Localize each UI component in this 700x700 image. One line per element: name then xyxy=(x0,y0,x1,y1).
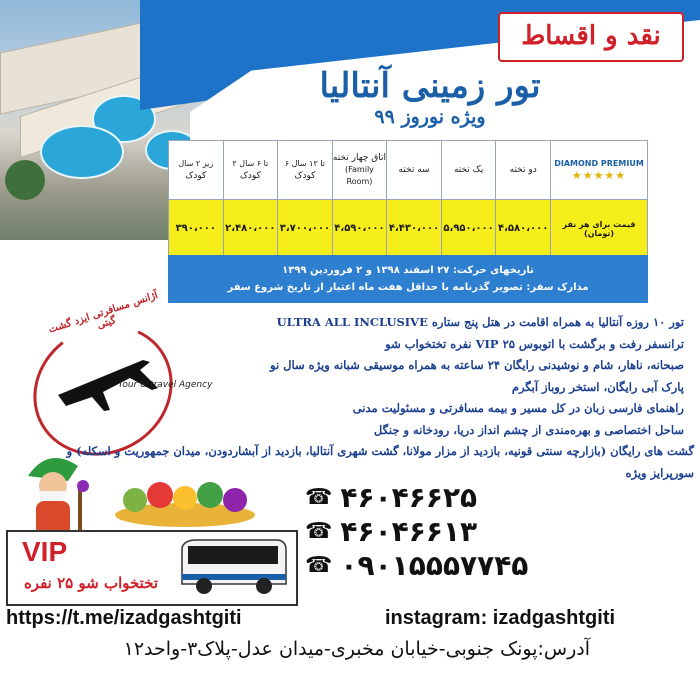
price-cell: ۴،۵۸۰،۰۰۰ xyxy=(496,200,551,258)
header-cell: ۲ تا ۶ سال کودک xyxy=(223,141,278,200)
phone-list xyxy=(305,480,565,582)
address: آدرس:پونک جنوبی-خیابان مخبری-میدان عدل-پلاک۳-واحد۱۲ xyxy=(123,638,590,660)
hotel-name-cell: DIAMOND PREMIUM ★★★★★ xyxy=(551,141,648,200)
vip-bus-box xyxy=(6,530,298,606)
phone-row[interactable] xyxy=(305,480,565,514)
price-cell: ۲،۴۸۰،۰۰۰ xyxy=(223,200,278,258)
description-line: ترانسفر رفت و برگشت با اتوبوس VIP ۲۵ نفره تختخواب شو xyxy=(385,336,684,351)
agency-name-fa: آژانس مسافرتی ایزد گشت گیتی xyxy=(47,289,160,336)
price-cell: ۴،۴۳۰،۰۰۰ xyxy=(387,200,442,258)
description-line: صبحانه، ناهار، شام و نوشیدنی رایگان ۲۴ ساعته به همراه موسیقی شبانه ویژه سال نو xyxy=(270,358,684,372)
table-row xyxy=(169,200,648,258)
header-cell: زیر ۲ سال کودک xyxy=(169,141,224,200)
price-cell: ۵،۹۵۰،۰۰۰ xyxy=(441,200,496,258)
price-table xyxy=(168,140,648,258)
phone-icon: ☎ xyxy=(305,484,333,510)
phone-row[interactable] xyxy=(305,514,565,548)
header-cell: یک تخته xyxy=(441,141,496,200)
header-cell: ۶ تا ۱۲ سال کودک xyxy=(278,141,333,200)
price-cell: ۳۹۰،۰۰۰ xyxy=(169,200,224,258)
departure-dates: تاریخهای حرکت: ۲۷ اسفند ۱۳۹۸ و ۲ فروردین ۱۳۹۹ xyxy=(282,265,534,276)
row-label-cell: قیمت برای هر نفر (تومان) xyxy=(551,200,648,258)
telegram-link[interactable]: https://t.me/izadgashtgiti xyxy=(6,607,242,629)
bus-icon xyxy=(176,536,290,598)
phone-number: ۰۹۰۱۵۵۵۷۷۴۵ xyxy=(340,548,529,582)
header-cell: دو تخته xyxy=(496,141,551,200)
description-line: گشت های رایگان (بازارچه سنتی قونیه، بازدید از مزار مولانا، گشت شهری آنتالیا، بازدید از آبشاردودن، میدان جمهوریت و اسکله) و سورپرایز ویژه xyxy=(66,444,694,480)
vip-subtitle: تختخواب شو ۲۵ نفره xyxy=(23,574,159,592)
fruit-bowl-icon xyxy=(110,470,260,530)
phone-number: ۴۶۰۴۶۶۲۵ xyxy=(340,480,478,514)
description-line: راهنمای فارسی زبان در کل مسیر و بیمه مسافرتی و مسئولیت مدنی xyxy=(352,401,684,415)
dates-band xyxy=(168,255,648,303)
agency-name-en: Tour & travel Agency xyxy=(118,380,213,390)
header-cell: اتاق چهار تخته (Family Room) xyxy=(332,141,387,200)
description-line: تور ۱۰ روزه آنتالیا به همراه اقامت در هتل پنج ستاره ULTRA ALL INCLUSIVE xyxy=(276,315,684,329)
description-line: پارک آبی رایگان، استخر روباز آبگرم xyxy=(511,379,684,394)
phone-icon: ☎ xyxy=(305,518,333,544)
travel-documents: مدارک سفر: تصویر گذرنامه با حداقل هفت ماه اعتبار از تاریخ شروع سفر xyxy=(227,282,589,293)
header-cell: سه تخته xyxy=(387,141,442,200)
phone-row[interactable] xyxy=(305,548,565,582)
phone-icon: ☎ xyxy=(305,552,333,578)
table-header-row xyxy=(169,141,648,200)
instagram-handle[interactable]: instagram: izadgashtgiti xyxy=(385,607,616,629)
star-rating-icon: ★★★★★ xyxy=(571,169,627,182)
price-cell: ۳،۷۰۰،۰۰۰ xyxy=(278,200,333,258)
page-subtitle: ویژه نوروز ۹۹ xyxy=(374,106,486,128)
payment-badge: نقد و اقساط xyxy=(498,12,684,62)
phone-number: ۴۶۰۴۶۶۱۳ xyxy=(340,514,478,548)
price-cell: ۴،۵۹۰،۰۰۰ xyxy=(332,200,387,258)
page-title: تور زمینی آنتالیا xyxy=(319,66,541,106)
description-line: ساحل اختصاصی و بهره‌مندی از چشم انداز دریا، رودخانه و جنگل xyxy=(373,422,684,437)
vip-title: VIP xyxy=(22,536,68,567)
